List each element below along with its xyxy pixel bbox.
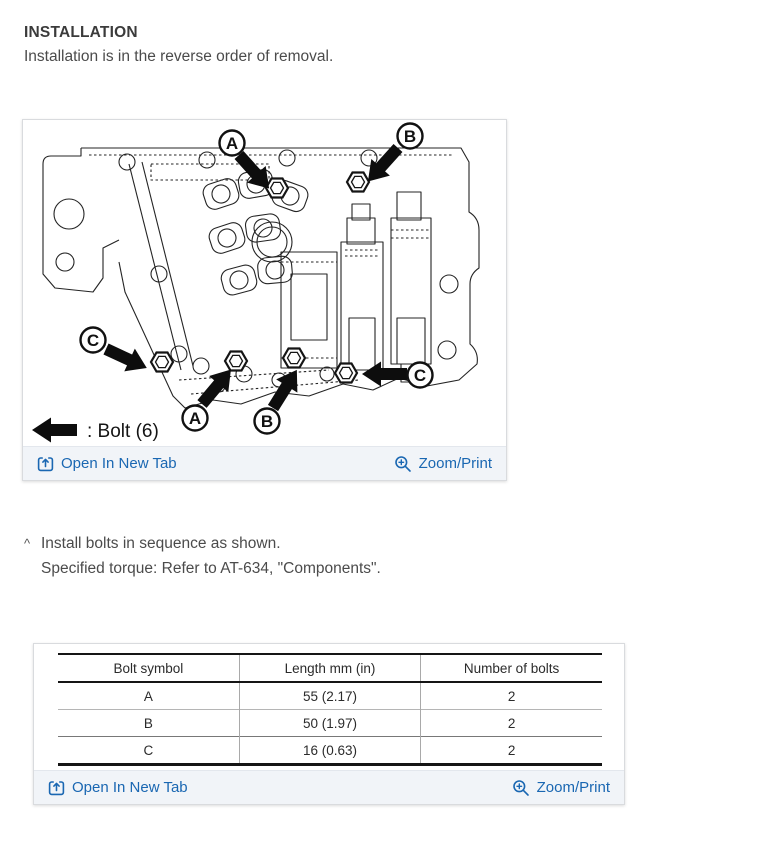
bolt-c-right [335, 364, 357, 383]
bolt-b-top [347, 173, 369, 192]
figure-zoom-print-label: Zoom/Print [418, 455, 492, 472]
svg-text:B: B [403, 127, 417, 146]
note-line-2: Specified torque: Refer to AT-634, "Components". [41, 560, 381, 577]
svg-text:B: B [260, 412, 274, 431]
zoom-magnifier-icon [512, 779, 530, 797]
cell-symbol-b: B [143, 715, 153, 731]
table-zoom-print-link[interactable] [512, 779, 610, 797]
cell-count-c: 2 [421, 737, 602, 765]
table-row [58, 737, 602, 765]
cell-symbol-c: C [143, 742, 154, 758]
install-note [24, 531, 381, 581]
figure-footer [23, 446, 506, 480]
table-zoom-print-label: Zoom/Print [536, 779, 610, 796]
table-row [58, 682, 602, 710]
svg-text:C: C [413, 366, 427, 385]
intro-text: Installation is in the reverse order of removal. [24, 48, 334, 65]
bolt-c-left [151, 353, 173, 372]
figure-zoom-print-link[interactable] [394, 455, 492, 473]
cell-length-a: 55 (2.17) [239, 682, 420, 710]
svg-text:C: C [86, 331, 100, 350]
bolt-b-bottom [283, 349, 305, 368]
callout-a-top [220, 131, 245, 156]
bolt-a-bottom [225, 352, 247, 371]
svg-text:A: A [225, 134, 239, 153]
cell-count-b: 2 [421, 710, 602, 737]
bolt-a-top [266, 179, 288, 198]
cell-length-c: 16 (0.63) [239, 737, 420, 765]
note-text [41, 531, 381, 581]
cell-length-b: 50 (1.97) [239, 710, 420, 737]
callout-a-bottom [183, 406, 208, 431]
callout-b-top [398, 124, 423, 149]
open-in-new-tab-icon [48, 779, 65, 796]
bolt-legend-label: : Bolt (6) [87, 421, 159, 442]
col-number-of-bolts: Number of bolts [421, 654, 602, 682]
callout-c-right [408, 363, 433, 388]
bolt-symbols [151, 173, 369, 383]
table-open-in-new-tab-link[interactable] [48, 779, 188, 796]
arrow-b-bottom [262, 363, 307, 414]
svg-text:A: A [188, 409, 202, 428]
bolt-arrow-icon [32, 418, 77, 443]
note-marker: ^ [24, 536, 31, 551]
col-bolt-symbol: Bolt symbol [113, 660, 184, 676]
bolt-spec-table [58, 653, 602, 766]
callout-b-bottom [255, 409, 280, 434]
col-length: Length mm (in) [239, 654, 420, 682]
page-title: INSTALLATION [24, 24, 138, 41]
table-row [58, 710, 602, 737]
cell-symbol-a: A [143, 688, 153, 704]
open-in-new-tab-icon [37, 455, 54, 472]
bolt-table-header-row [58, 654, 602, 682]
figure-open-in-new-tab-link[interactable] [37, 455, 177, 472]
zoom-magnifier-icon [394, 455, 412, 473]
callout-c-left [81, 328, 106, 353]
figure-image-area [23, 120, 506, 446]
table-footer [34, 770, 624, 804]
table-panel [33, 643, 625, 805]
arrow-c-left [101, 338, 152, 380]
valve-body-diagram [29, 122, 499, 446]
cell-count-a: 2 [421, 682, 602, 710]
table-open-in-new-tab-label: Open In New Tab [72, 779, 188, 796]
figure-open-in-new-tab-label: Open In New Tab [61, 455, 177, 472]
figure-panel [22, 119, 507, 481]
note-line-1: Install bolts in sequence as shown. [41, 535, 281, 552]
arrow-c-right [362, 362, 407, 387]
